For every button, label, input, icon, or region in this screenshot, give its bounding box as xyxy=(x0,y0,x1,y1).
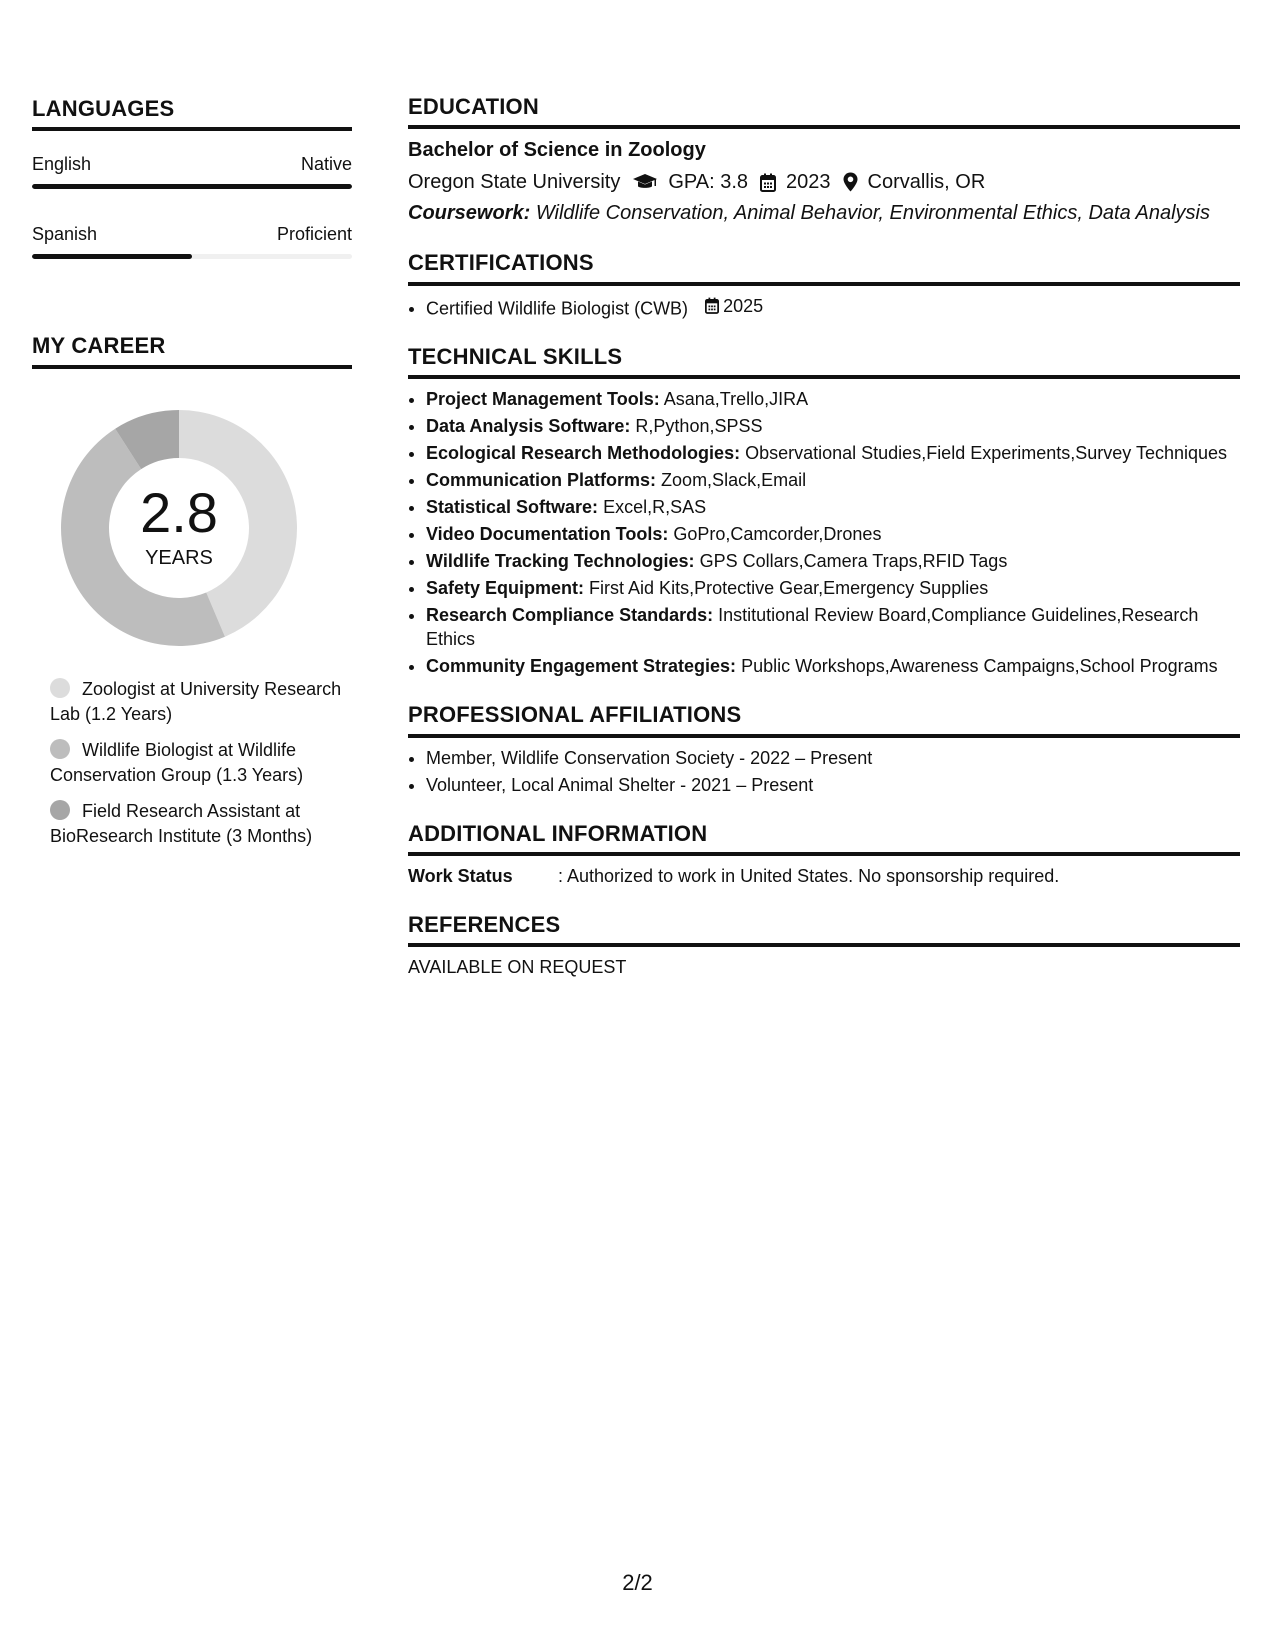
legend-label: Zoologist at University Research Lab (1.2 Years) xyxy=(50,678,342,724)
skills-list xyxy=(408,387,1240,678)
skill-value: Observational Studies,Field Experiments,Survey Techniques xyxy=(745,443,1228,464)
location: Corvallis, OR xyxy=(867,171,986,194)
skill-label: Communication Platforms: xyxy=(426,470,657,491)
graduation-cap-icon xyxy=(632,173,658,191)
certification-year: 2025 xyxy=(723,295,764,316)
references-section xyxy=(408,912,1240,978)
calendar-icon xyxy=(705,297,719,314)
list-item: • Member, Wildlife Conservation Society - 2022 – Present xyxy=(426,746,1240,770)
list-item xyxy=(426,654,1240,678)
skill-value: Public Workshops,Awareness Campaigns,School Programs xyxy=(741,656,1218,677)
certifications-section xyxy=(408,250,1240,320)
career-section xyxy=(32,333,352,848)
graduation-year: 2023 xyxy=(786,171,831,194)
legend-item xyxy=(50,799,352,849)
page-number: 2/2 xyxy=(622,1570,653,1595)
language-level: Proficient xyxy=(276,224,352,245)
work-status-value: : Authorized to work in United States. No sponsorship required. xyxy=(558,865,1060,886)
list-item xyxy=(426,576,1240,600)
list-item xyxy=(426,522,1240,546)
languages-title: LANGUAGES xyxy=(32,96,352,131)
work-status-label: Work Status xyxy=(408,865,513,886)
skill-label: Community Engagement Strategies: xyxy=(426,656,737,677)
list-item xyxy=(426,495,1240,519)
additional-info-section xyxy=(408,821,1240,888)
list-item: • Volunteer, Local Animal Shelter - 2021 – Present xyxy=(426,773,1240,797)
career-total-years: 2.8 xyxy=(140,481,218,545)
skill-value: Excel,R,SAS xyxy=(603,497,707,518)
list-item xyxy=(426,549,1240,573)
career-donut-chart xyxy=(54,403,304,653)
affiliations-list xyxy=(408,746,1240,797)
languages-section xyxy=(32,96,352,259)
affiliations-section xyxy=(408,702,1240,796)
legend-dot-icon xyxy=(50,678,70,698)
location-pin-icon xyxy=(843,172,858,192)
skill-value: GPS Collars,Camera Traps,RFID Tags xyxy=(699,551,1008,572)
legend-label: Wildlife Biologist at Wildlife Conservation Group (1.3 Years) xyxy=(50,739,304,785)
right-column xyxy=(408,94,1240,978)
skill-value: First Aid Kits,Protective Gear,Emergency Supplies xyxy=(589,578,989,599)
language-bar-fill xyxy=(32,184,352,189)
legend-item xyxy=(50,738,352,788)
skill-label: Wildlife Tracking Technologies: xyxy=(426,551,695,572)
calendar-icon xyxy=(760,173,776,192)
language-bar xyxy=(32,254,352,259)
legend-dot-icon xyxy=(50,800,70,820)
degree: Bachelor of Science in Zoology xyxy=(408,139,706,162)
list-item xyxy=(426,294,1240,321)
references-text: AVAILABLE ON REQUEST xyxy=(408,957,627,978)
career-title: MY CAREER xyxy=(32,333,352,368)
coursework xyxy=(408,200,1240,226)
skill-value: Institutional Review Board,Compliance Guidelines,Research Ethics xyxy=(426,605,1199,650)
skills-title: TECHNICAL SKILLS xyxy=(408,344,1240,379)
donut-center xyxy=(54,403,304,653)
language-bar-fill xyxy=(32,254,192,259)
additional-info-title: ADDITIONAL INFORMATION xyxy=(408,821,1240,856)
language-name: English xyxy=(32,154,92,175)
language-name: Spanish xyxy=(32,224,98,245)
legend-label: Field Research Assistant at BioResearch Institute (3 Months) xyxy=(50,800,313,846)
references-title: REFERENCES xyxy=(408,912,1240,947)
coursework-label: Coursework: xyxy=(408,202,531,225)
skill-label: Research Compliance Standards: xyxy=(426,605,714,626)
certifications-list xyxy=(408,294,1240,321)
skill-value: Asana,Trello,JIRA xyxy=(663,389,809,410)
skills-section xyxy=(408,344,1240,678)
skill-label: Safety Equipment: xyxy=(426,578,585,599)
left-column xyxy=(32,96,352,860)
legend-item xyxy=(50,677,352,727)
list-item xyxy=(426,387,1240,411)
certification-name: Certified Wildlife Biologist (CWB) xyxy=(426,298,689,319)
skill-value: Zoom,Slack,Email xyxy=(661,470,807,491)
school-name: Oregon State University xyxy=(408,171,621,194)
skill-label: Ecological Research Methodologies: xyxy=(426,443,741,464)
language-bar xyxy=(32,184,352,189)
skill-label: Video Documentation Tools: xyxy=(426,524,669,545)
skill-value: GoPro,Camcorder,Drones xyxy=(673,524,882,545)
skill-value: R,Python,SPSS xyxy=(635,416,763,437)
certification-date xyxy=(705,294,763,318)
education-section xyxy=(408,94,1240,226)
certifications-title: CERTIFICATIONS xyxy=(408,250,1240,285)
gpa: GPA: 3.8 xyxy=(668,171,748,194)
skill-label: Project Management Tools: xyxy=(426,389,660,410)
list-item xyxy=(426,603,1240,651)
list-item xyxy=(426,468,1240,492)
education-title: EDUCATION xyxy=(408,94,1240,129)
career-total-unit: YEARS xyxy=(145,547,213,570)
career-legend xyxy=(50,677,352,849)
work-status-row xyxy=(408,864,1240,888)
affiliations-title: PROFESSIONAL AFFILIATIONS xyxy=(408,702,1240,737)
language-item xyxy=(32,223,352,259)
language-level: Native xyxy=(300,154,352,175)
coursework-list: Wildlife Conservation, Animal Behavior, Environmental Ethics, Data Analysis xyxy=(535,202,1211,225)
list-item xyxy=(426,441,1240,465)
skill-label: Statistical Software: xyxy=(426,497,599,518)
education-meta xyxy=(408,169,1240,195)
list-item xyxy=(426,414,1240,438)
language-item xyxy=(32,153,352,189)
skill-label: Data Analysis Software: xyxy=(426,416,631,437)
legend-dot-icon xyxy=(50,739,70,759)
